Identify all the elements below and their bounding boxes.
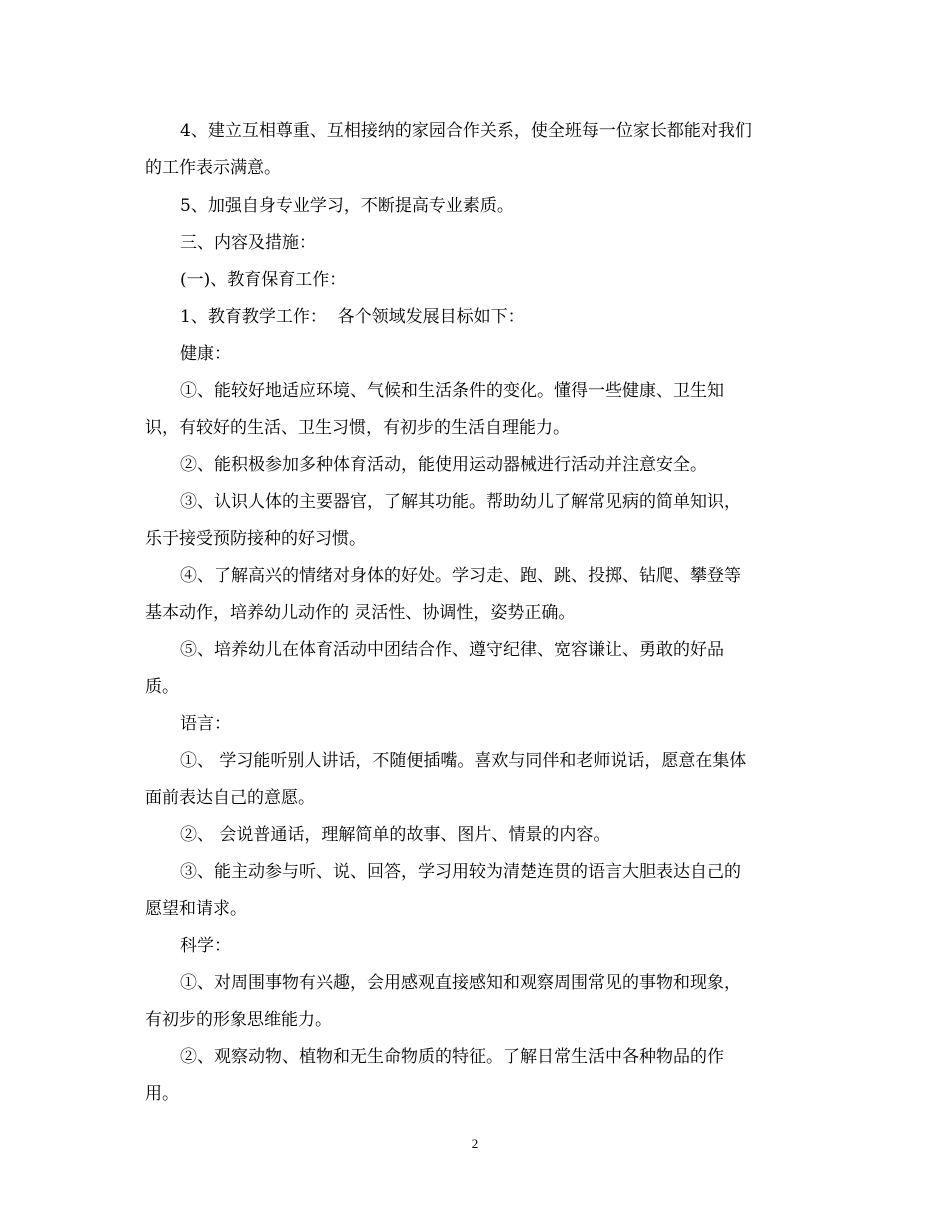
category-heading-health: 健康：: [180, 344, 231, 364]
paragraph-line: 愿望和请求。: [145, 899, 247, 919]
paragraph-line: 5、加强自身专业学习，不断提高专业素质。: [180, 196, 514, 216]
paragraph-line: 1、教育教学工作： 各个领域发展目标如下：: [180, 307, 525, 327]
section-heading: 三、内容及措施：: [180, 233, 316, 253]
paragraph-line: ①、能较好地适应环境、气候和生活条件的变化。懂得一些健康、卫生知: [180, 381, 724, 401]
paragraph-line: 有初步的形象思维能力。: [145, 1010, 332, 1030]
paragraph-line: ④、了解高兴的情绪对身体的好处。学习走、跑、跳、投掷、钻爬、攀登等: [180, 566, 741, 586]
subsection-heading: (一)、教育保育工作：: [180, 270, 347, 290]
paragraph-line: 质。: [145, 677, 179, 697]
paragraph-line: 基本动作，培养幼儿动作的 灵活性、协调性，姿势正确。: [145, 603, 576, 623]
paragraph-line: ③、能主动参与听、说、回答，学习用较为清楚连贯的语言大胆表达自己的: [180, 862, 741, 882]
paragraph-line: ⑤、培养幼儿在体育活动中团结合作、遵守纪律、宽容谦让、勇敢的好品: [180, 640, 724, 660]
category-heading-science: 科学：: [180, 936, 231, 956]
paragraph-line: 识，有较好的生活、卫生习惯，有初步的生活自理能力。: [145, 418, 570, 438]
paragraph-line: ②、观察动物、植物和无生命物质的特征。了解日常生活中各种物品的作: [180, 1047, 724, 1067]
page-number: 2: [471, 1136, 479, 1151]
paragraph-line: ①、对周围事物有兴趣，会用感观直接感知和观察周围常见的事物和现象，: [180, 973, 741, 993]
paragraph-line: ①、 学习能听别人讲话，不随便插嘴。喜欢与同伴和老师说话，愿意在集体: [180, 751, 747, 771]
paragraph-line: 面前表达自己的意愿。: [145, 788, 315, 808]
paragraph-line: 的工作表示满意。: [145, 158, 281, 178]
paragraph-line: ③、认识人体的主要器官，了解其功能。帮助幼儿了解常见病的简单知识，: [180, 492, 741, 512]
paragraph-line: 乐于接受预防接种的好习惯。: [145, 529, 366, 549]
paragraph-line: 4、建立互相尊重、互相接纳的家园合作关系，使全班每一位家长都能对我们: [180, 121, 752, 141]
paragraph-line: ②、 会说普通话，理解简单的故事、图片、情景的内容。: [180, 825, 611, 845]
paragraph-line: 用。: [145, 1084, 179, 1104]
category-heading-language: 语言：: [180, 714, 231, 734]
paragraph-line: ②、能积极参加多种体育活动，能使用运动器械进行活动并注意安全。: [180, 455, 707, 475]
